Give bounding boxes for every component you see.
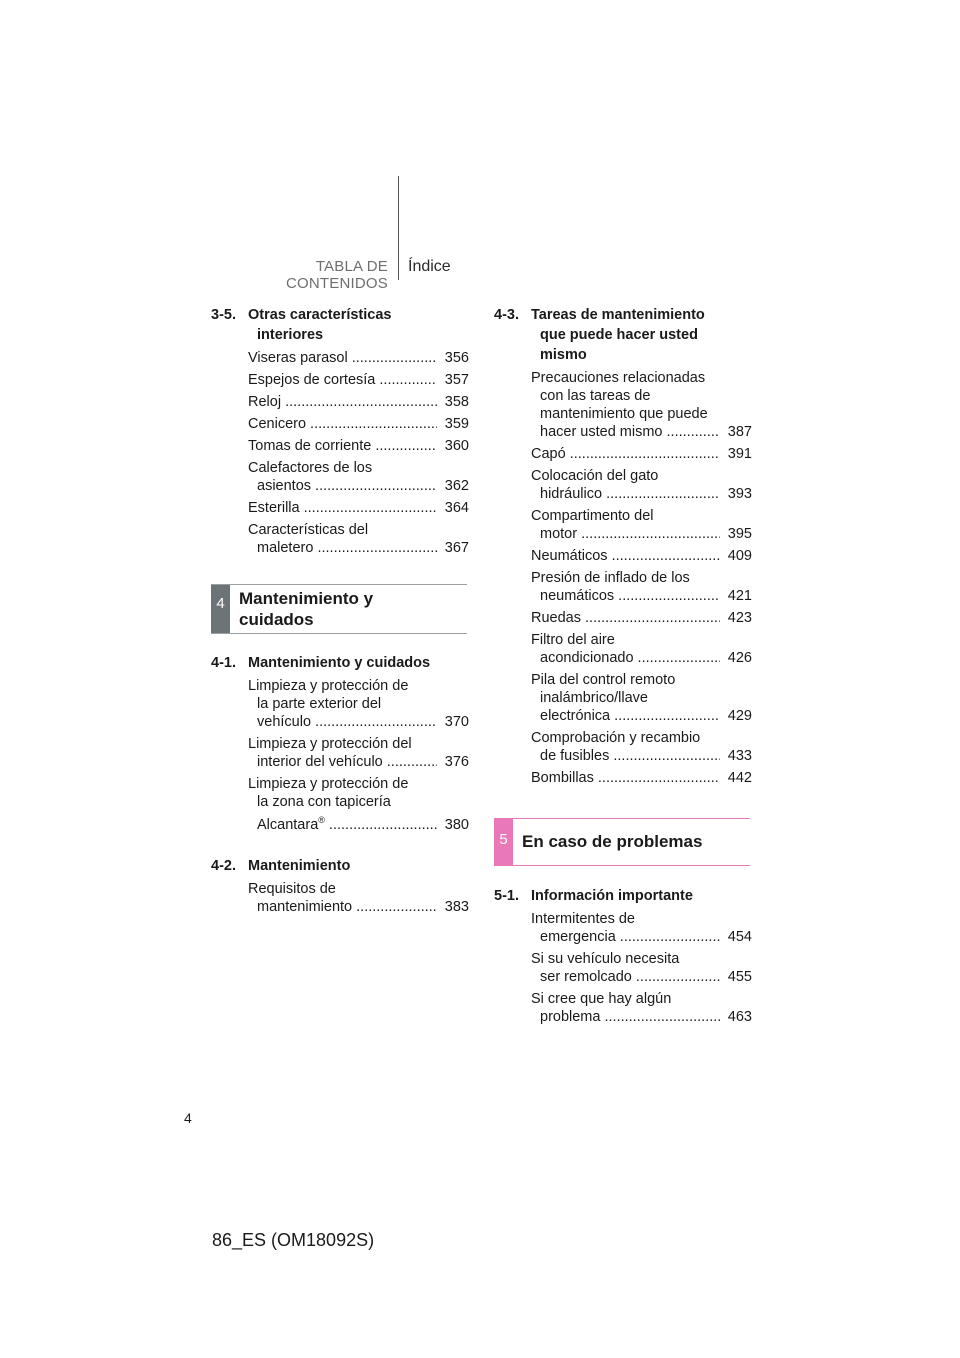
toc-entry[interactable]: Filtro del aire acondicionado ..... 426 — [494, 631, 752, 667]
toc-entry[interactable]: Si su vehículo necesita ser remolcado ..... 455 — [494, 950, 752, 986]
section-title: Información importante — [531, 888, 693, 904]
toc-entry[interactable]: Bombillas ..... 442 — [494, 769, 752, 787]
section-title: Otras características — [248, 307, 392, 323]
left-column-2 — [211, 653, 469, 916]
section-number: 4-3. — [494, 307, 519, 323]
section-title: que puede hacer usted — [540, 327, 698, 343]
section-heading — [211, 653, 469, 673]
chapter-5-heading[interactable] — [494, 818, 750, 866]
toc-entry[interactable]: Limpieza y protección de la parte exterior del vehículo ..... 370 — [211, 677, 469, 731]
toc-entry[interactable]: Colocación del gato hidráulico ..... 393 — [494, 467, 752, 503]
section-heading — [211, 305, 469, 345]
section-title: Tareas de mantenimiento — [531, 307, 705, 323]
section-heading — [494, 886, 752, 906]
toc-entry[interactable]: Características del maletero ..... 367 — [211, 521, 469, 557]
chapter-title: cuidados — [239, 610, 314, 629]
toc-entry[interactable]: Limpieza y protección de la zona con tapicería Alcantara® ..... 380 — [211, 775, 469, 834]
toc-entry[interactable]: Precauciones relacionadas con las tareas de mantenimiento que puede hacer usted mismo ..... 387 — [494, 369, 752, 441]
left-column — [211, 305, 469, 557]
toc-entry[interactable]: Esterilla ..... 364 — [211, 499, 469, 517]
section-number: 4-1. — [211, 655, 236, 671]
page-number: 4 — [184, 1110, 192, 1126]
toc-entry[interactable]: Neumáticos ..... 409 — [494, 547, 752, 565]
toc-entry[interactable]: Ruedas ..... 423 — [494, 609, 752, 627]
toc-entry[interactable]: Viseras parasol ..... 356 — [211, 349, 469, 367]
toc-entry[interactable]: Requisitos de mantenimiento ..... 383 — [211, 880, 469, 916]
section-heading — [494, 305, 752, 365]
section-heading — [211, 856, 469, 876]
chapter-title: Mantenimiento y — [239, 589, 374, 608]
section-number: 4-2. — [211, 857, 236, 874]
section-number: 3-5. — [211, 307, 236, 323]
header-divider — [398, 176, 399, 280]
chapter-4-heading[interactable] — [211, 584, 467, 634]
toc-entry[interactable]: Presión de inflado de los neumáticos ..... 421 — [494, 569, 752, 605]
section-title: Mantenimiento y cuidados — [248, 655, 431, 671]
right-column-2 — [494, 886, 752, 1026]
right-column — [494, 305, 752, 787]
toc-entry[interactable]: Si cree que hay algún problema ..... 463 — [494, 990, 752, 1026]
section-number: 5-1. — [494, 888, 519, 904]
chapter-number-tab: 5 — [494, 819, 513, 865]
section-title: Mantenimiento — [248, 857, 351, 874]
toc-entry[interactable]: Compartimento del motor ..... 395 — [494, 507, 752, 543]
chapter-number-tab: 4 — [211, 585, 230, 633]
toc-entry[interactable]: Intermitentes de emergencia ..... 454 — [494, 910, 752, 946]
chapter-title: En caso de problemas — [522, 832, 703, 851]
document-code: 86_ES (OM18092S) — [212, 1230, 375, 1250]
index-link[interactable]: Índice — [408, 258, 451, 275]
section-title: interiores — [257, 327, 324, 343]
toc-link[interactable]: TABLA DE CONTENIDOS — [285, 258, 388, 292]
toc-entry[interactable]: Capó ..... 391 — [494, 445, 752, 463]
section-title: mismo — [540, 347, 587, 363]
toc-entry[interactable]: Reloj ..... 358 — [211, 393, 469, 411]
toc-entry[interactable]: Cenicero ..... 359 — [211, 415, 469, 433]
toc-entry[interactable]: Calefactores de los asientos ..... 362 — [211, 459, 469, 495]
toc-entry[interactable]: Tomas de corriente ..... 360 — [211, 437, 469, 455]
toc-entry[interactable]: Espejos de cortesía ..... 357 — [211, 371, 469, 389]
toc-entry[interactable]: Limpieza y protección del interior del vehículo ..... 376 — [211, 735, 469, 771]
toc-entry[interactable]: Pila del control remoto inalámbrico/llave electrónica ..... 429 — [494, 671, 752, 725]
toc-entry[interactable]: Comprobación y recambio de fusibles ..... 433 — [494, 729, 752, 765]
